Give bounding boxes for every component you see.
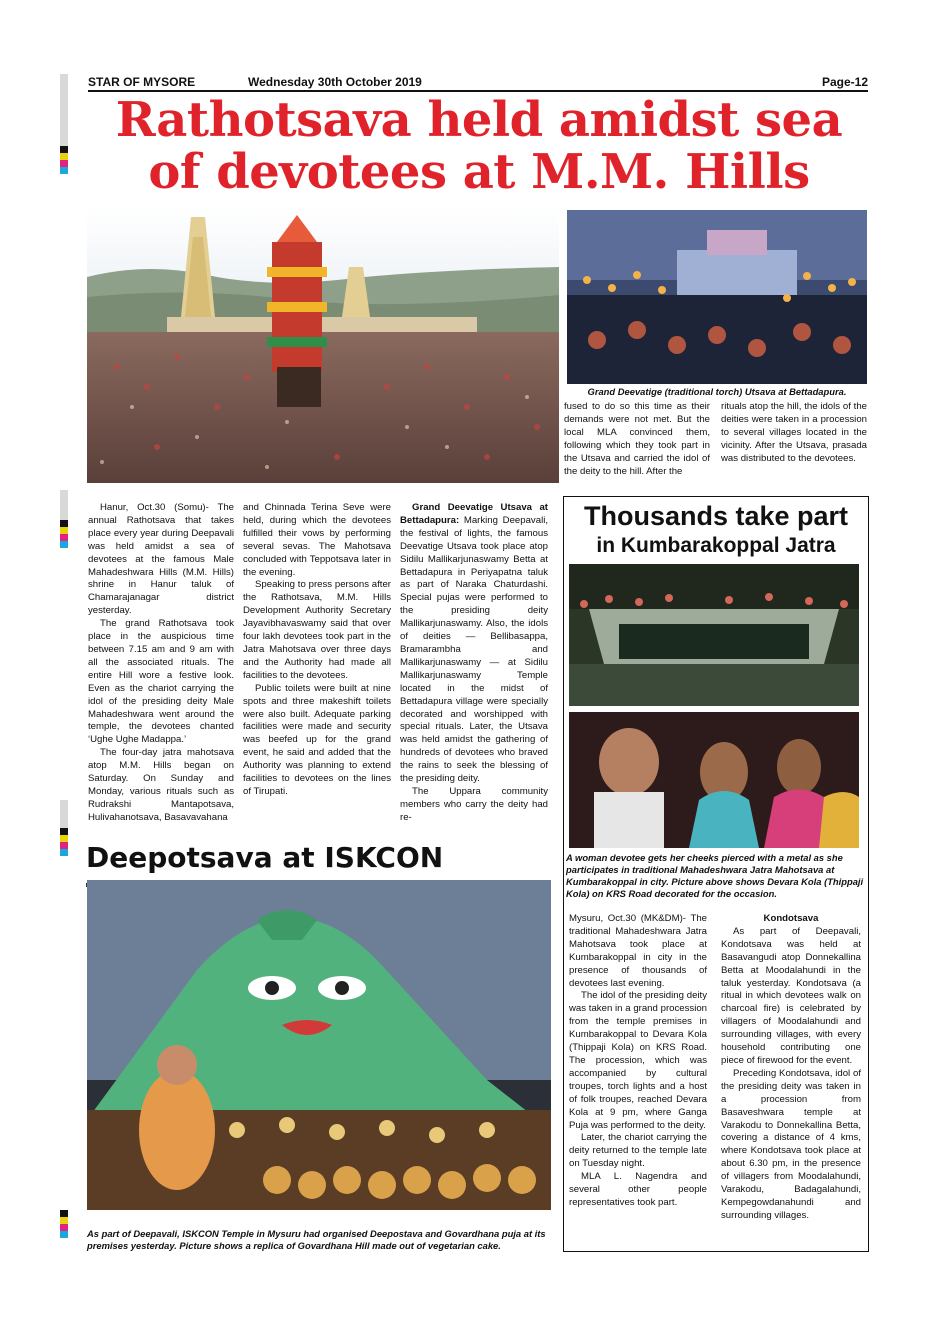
- registration-mark: [60, 800, 68, 856]
- paper-name: STAR OF MYSORE: [88, 75, 196, 89]
- paragraph: Speaking to press persons after the Rathotsava, M.M. Hills Development Authority Secretary Jayavibhavaswamy said that over four lakh devotees took part in the Jatra Mahotsava over three days and the Authority had made all facilities to the devotees.: [243, 579, 391, 681]
- paragraph: The Uppara community members who carry the deity had re-: [400, 785, 548, 823]
- paragraph: Marking Deepavali, the festival of lights, the famous Deevatige Utsava took place atop Sidilu Mallikarjunaswamy Betta at Bettadapura in Periyapatna taluk as part of Naraka Chaturdashi. Special pujas were performed to the presiding deity Mallikarjunaswamy. Also, the idols of deities — Bellibasappa, Bramarambha and Mallikarjunaswamy — at Sidilu Mallikarjunaswamy Temple located in the midst of Bettadapura village were specially decorated and worshipped with special rituals. Later, the Utsava was held amidst the gathering of hundreds of devotees who braved the rains to seek the blessing of the presiding deity.: [400, 514, 548, 785]
- article-column-2: [243, 502, 391, 799]
- article-column-5: [721, 401, 867, 466]
- paragraph: Later, the chariot carrying the deity returned to the temple late on Tuesday night.: [569, 1132, 707, 1170]
- jatra-headline-line-1: Thousands take part: [583, 501, 849, 531]
- paragraph: The idol of the presiding deity was taken in a grand procession from the temple premises in Kumbarakoppal to Devara Kola (Thippaji Kola) on KRS Road. The procession, which was accompanied by cultural troupes, torch lights and a host of folk troupes, reached Devara Kola at 9 pm, where Ganga Puja was performed to the deity.: [569, 990, 707, 1131]
- registration-mark: [60, 490, 68, 548]
- article-column-1: [88, 502, 234, 825]
- paragraph: Preceding Kondotsava, idol of the presiding deity was taken in a procession from Basaveshwara temple at Varakodu to Donnekallina Betta, covering a distance of 4 kms, where Kondotsava took place at about 6.30 pm, in the presence of villagers from Moodalahundi, Varakodu, Badagalahundi, Kempegowdanahundi and surrounding villages.: [721, 1067, 861, 1221]
- jatra-headline-line-2: in Kumbarakoppal Jatra: [596, 534, 836, 557]
- devara-kola-photo: [569, 564, 859, 706]
- kondotsava-subhead: Kondotsava: [763, 913, 819, 924]
- paragraph: Public toilets were built at nine spots and three makeshift toilets were also built. Adequate parking facilities were made and security was beefed up for the grand event, he said and added that the Authority was planning to extend facilities to devotees on the lines of Tirupati.: [243, 682, 391, 797]
- jatra-column-1: [569, 913, 707, 1210]
- subhead-bettadapura: Grand Deevatige Utsava at Bettadapura:: [400, 502, 548, 526]
- paragraph: The four-day jatra mahotsava atop M.M. Hills began on Saturday. On Sunday and Monday, various rituals such as Rudrakshi Mantapotsava, Hulivahanotsava, Basavavahana: [88, 747, 234, 823]
- paragraph: Hanur, Oct.30 (Somu)- The annual Rathotsava that takes place every year during Deepavali was held amidst a sea of devotees at the famous Male Mahadeshwara Hills (M.M. Hills) shrine in Hanur taluk of Chamarajanagar district yesterday.: [88, 502, 234, 617]
- paragraph: The grand Rathotsava took place in the auspicious time between 7.15 am and 9 am with all the associated rituals. The entire Hill wore a festive look. Even as the chariot carrying the idol of the presiding deity Male Mahadeshwara went around the temple, the devotees chanted ‘Ughe Ughe Madappa.’: [88, 618, 234, 746]
- rathotsava-photo: [87, 207, 559, 483]
- headline-line-2: of devotees at M.M. Hills: [148, 144, 810, 200]
- page-number: Page-12: [821, 75, 868, 89]
- registration-mark: [60, 74, 68, 174]
- cheek-piercing-photo: [569, 712, 859, 848]
- paragraph: fused to do so this time as their demands were not met. But the local MLA convinced them, following which they took part in the Utsava and carried the idol of the deity to the hill. After the: [564, 401, 710, 477]
- paragraph: and Chinnada Terina Seve were held, during which the devotees fulfilled their vows by performing several sevas. The Mahotsava concluded with Teppotsava later in the evening.: [243, 502, 391, 578]
- headline-line-1: Rathotsava held amidst sea: [115, 92, 843, 148]
- iskcon-caption: As part of Deepavali, ISKCON Temple in Mysuru had organised Deepostava and Govardhana puja at its premises yesterday. Picture shows a replica of Govardhana Hill made out of vegetarian cake.: [87, 1228, 546, 1251]
- registration-mark: [60, 1210, 68, 1238]
- paragraph: rituals atop the hill, the idols of the deities were taken in a procession to several villages located in the vicinity. After the Utsava, prasada was distributed to the devotees.: [721, 401, 867, 464]
- article-column-3: [400, 502, 548, 825]
- paragraph: Mysuru, Oct.30 (MK&DM)- The traditional Mahadeshwara Jatra Mahotsava took place at Kumbarakoppal in city in the presence of thousands of devotees last evening.: [569, 913, 707, 989]
- govardhana-photo: [87, 880, 551, 1210]
- article-column-4: [564, 401, 710, 478]
- jatra-column-2: [721, 913, 861, 1223]
- paragraph: MLA L. Nagendra and several other people representatives took part.: [569, 1171, 707, 1208]
- masthead: [88, 74, 868, 92]
- jatra-caption: A woman devotee gets her cheeks pierced with a metal as she participates in traditional Mahadeshwara Jatra Mahotsava at Kumbarakoppal in city. Picture above shows Devara Kola (Thippaji Kola) on KRS Road decorated for the occasion.: [566, 852, 864, 899]
- torch-caption: Grand Deevatige (traditional torch) Utsava at Bettadapura.: [587, 386, 847, 397]
- paragraph: As part of Deepavali, Kondotsava was held at Basavangudi atop Donnekallina Betta at Moodalahundi in the taluk yesterday. Kondotsava (a ritual in which devotees walk on charcoal fire) is celebrated by villagers of Moodalahundi and surrounding villages, with every household contributing one piece of firewood for the event.: [721, 925, 861, 1066]
- iskcon-headline: Deepotsava at ISKCON: [86, 841, 444, 874]
- issue-date: Wednesday 30th October 2019: [248, 75, 422, 89]
- main-headline: [84, 94, 874, 198]
- torch-utsava-photo: [567, 210, 867, 384]
